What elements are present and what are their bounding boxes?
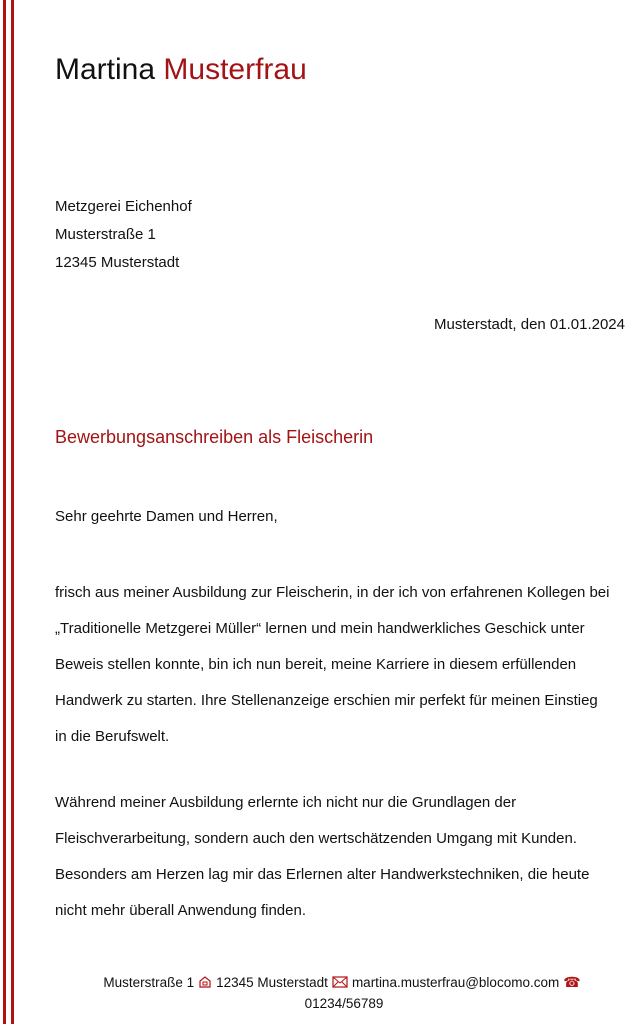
footer-row <box>60 972 628 993</box>
salutation: Sehr geehrte Damen und Herren, <box>55 508 278 525</box>
footer-city: 12345 Musterstadt <box>216 975 328 990</box>
date-line: Musterstadt, den 01.01.2024 <box>434 316 625 333</box>
recipient-city: 12345 Musterstadt <box>55 254 180 271</box>
paragraph-line: „Traditionelle Metzgerei Müller“ lernen und mein handwerkliches Geschick unter <box>55 620 585 637</box>
paragraph-line: Während meiner Ausbildung erlernte ich nicht nur die Grundlagen der <box>55 794 517 811</box>
subject-line: Bewerbungsanschreiben als Fleischerin <box>55 427 374 447</box>
footer-phone: 01234/56789 <box>304 996 384 1011</box>
mailbox-icon <box>198 972 212 993</box>
sender-first-name: Martina <box>55 53 156 86</box>
paragraph-line: Besonders am Herzen lag mir das Erlernen alter Handwerkstechniken, die heute <box>55 866 590 883</box>
sender-name <box>55 50 307 90</box>
left-border-bar-inner <box>11 0 14 1024</box>
footer-contact <box>60 972 628 1014</box>
body-paragraph-2 <box>55 785 589 929</box>
recipient-address <box>55 193 192 277</box>
sender-last-name: Musterfrau <box>163 53 307 86</box>
paragraph-line: Handwerk zu starten. Ihre Stellenanzeige erschien mir perfekt für meinen Einstieg <box>55 692 598 709</box>
paragraph-line: frisch aus meiner Ausbildung zur Fleischerin, in der ich von erfahrenen Kollegen bei <box>55 584 610 601</box>
phone-icon: ☎ <box>563 974 581 990</box>
body-paragraph-1 <box>55 575 609 755</box>
paragraph-line: Fleischverarbeitung, sondern auch den wertschätzenden Umgang mit Kunden. <box>55 830 577 847</box>
left-border-bar-outer <box>3 0 6 1024</box>
recipient-company: Metzgerei Eichenhof <box>55 198 192 215</box>
paragraph-line: in die Berufswelt. <box>55 728 170 745</box>
recipient-street: Musterstraße 1 <box>55 226 156 243</box>
envelope-icon <box>332 972 348 993</box>
footer-email[interactable]: martina.musterfrau@blocomo.com <box>351 975 560 990</box>
paragraph-line: nicht mehr überall Anwendung finden. <box>55 902 307 919</box>
paragraph-line: Beweis stellen konnte, bin ich nun bereit, meine Karriere in diesem erfüllenden <box>55 656 577 673</box>
footer-street: Musterstraße 1 <box>103 975 195 990</box>
